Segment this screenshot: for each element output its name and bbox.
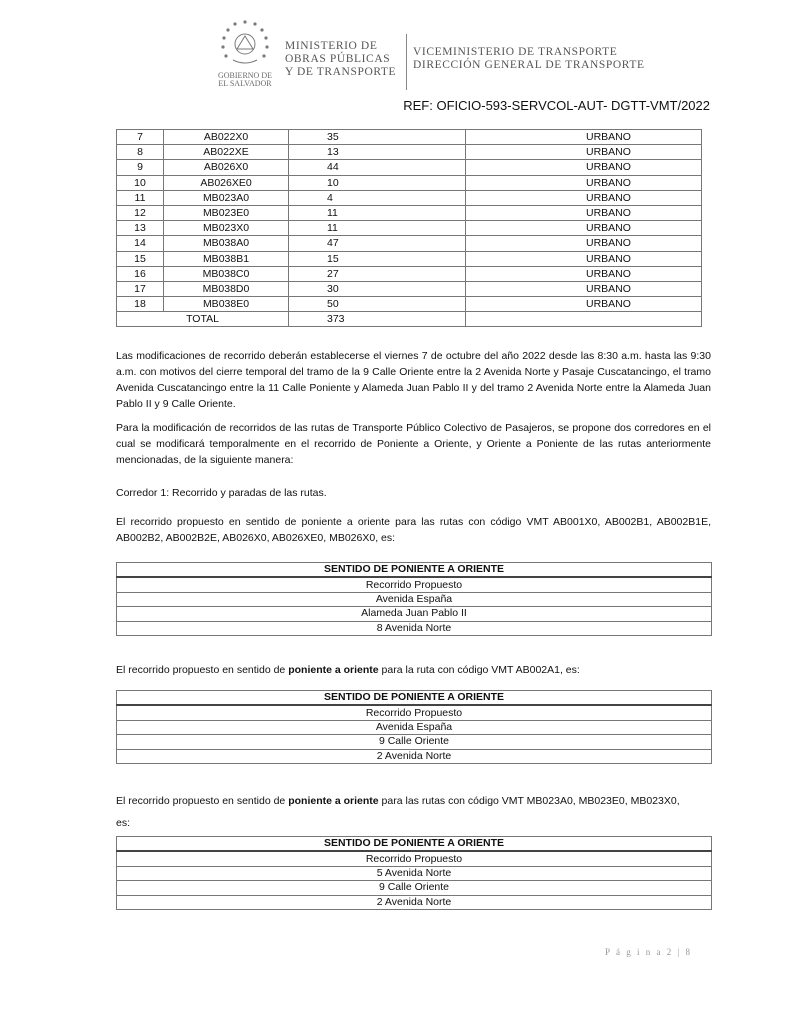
viceministry-name: VICEMINISTERIO DE TRANSPORTE DIRECCIÓN GENERAL DE TRANSPORTE [413, 46, 645, 71]
route-number: 15 [117, 251, 164, 266]
route-number: 17 [117, 281, 164, 296]
route-type: URBANO [466, 266, 702, 281]
letterhead [205, 14, 665, 94]
route-code: MB023X0 [164, 221, 289, 236]
ministry-name: MINISTERIO DE OBRAS PÚBLICAS Y DE TRANSPORTE [285, 40, 397, 78]
route-number: 11 [117, 190, 164, 205]
table-row [117, 205, 702, 220]
route-units: 44 [289, 160, 466, 175]
route-type: URBANO [466, 281, 702, 296]
route-table-2 [116, 690, 712, 764]
table-row [117, 130, 702, 145]
coat-of-arms-icon [215, 16, 275, 78]
route-number: 8 [117, 145, 164, 160]
route-cell: Avenida España [117, 720, 712, 734]
route-cell: Avenida España [117, 592, 712, 606]
route-units: 4 [289, 190, 466, 205]
table-row [117, 145, 702, 160]
route-units: 30 [289, 281, 466, 296]
route-cell: 8 Avenida Norte [117, 621, 712, 635]
route-cell: 9 Calle Oriente [117, 735, 712, 749]
route-type: URBANO [466, 221, 702, 236]
route-number: 14 [117, 236, 164, 251]
paragraph-schedule: Las modificaciones de recorrido deberán establecerse el viernes 7 de octubre del año 2022 desde las 8:30 a.m. hasta las 9:30 a.m. con motivos del cierre temporal del tramo de la 9 Calle Oriente entre la 2 Avenida Norte y Pasaje Cuscatancingo, el tramo Avenida Cuscatancingo entre la 11 Calle Poniente y Alameda Juan Pablo II y del tramo 2 Avenida Norte entre la Alameda Juan Pablo II y 9 Calle Oriente. [116, 350, 711, 410]
route-code: AB022XE [164, 145, 289, 160]
route-cell: Alameda Juan Pablo II [117, 607, 712, 621]
route-type: URBANO [466, 175, 702, 190]
route-type: URBANO [466, 236, 702, 251]
route-units: 11 [289, 205, 466, 220]
route-cell: 9 Calle Oriente [117, 881, 712, 895]
paragraph-route-list-2: El recorrido propuesto en sentido de poniente a oriente para la ruta con código VMT AB002A1, es: [116, 664, 580, 676]
route-cell: 5 Avenida Norte [117, 866, 712, 880]
route-cell: Recorrido Propuesto [117, 851, 712, 866]
route-units: 15 [289, 251, 466, 266]
total-label: TOTAL [117, 312, 289, 327]
route-code: AB022X0 [164, 130, 289, 145]
route-cell: Recorrido Propuesto [117, 577, 712, 592]
route-table-1 [116, 562, 712, 636]
route-cell: 2 Avenida Norte [117, 895, 712, 909]
route-code: MB038A0 [164, 236, 289, 251]
route-number: 7 [117, 130, 164, 145]
route-cell: Recorrido Propuesto [117, 705, 712, 720]
route-number: 16 [117, 266, 164, 281]
route-type: URBANO [466, 160, 702, 175]
route-units: 27 [289, 266, 466, 281]
route-number: 9 [117, 160, 164, 175]
paragraph-proposal: Para la modificación de recorridos de las rutas de Transporte Público Colectivo de Pasajeros, se propone dos corredores en el cual se modificará temporalmente en el recorrido de Poniente a Oriente, y Oriente a Poniente de las rutas anteriormente mencionadas, de la siguiente manera: [116, 422, 711, 466]
table-row [117, 297, 702, 312]
route-code: AB026XE0 [164, 175, 289, 190]
routes-table [116, 129, 702, 327]
table-row [117, 236, 702, 251]
table-row [117, 281, 702, 296]
route-number: 13 [117, 221, 164, 236]
route-table-header: SENTIDO DE PONIENTE A ORIENTE [117, 563, 712, 578]
table-row [117, 266, 702, 281]
route-type: URBANO [466, 205, 702, 220]
route-units: 11 [289, 221, 466, 236]
page-number: P á g i n a 2 | 8 [605, 947, 692, 957]
total-empty-cell [466, 312, 702, 327]
corridor-heading: Corredor 1: Recorrido y paradas de las rutas. [116, 487, 327, 499]
paragraph-route-list-1: El recorrido propuesto en sentido de poniente a oriente para las rutas con código VMT AB001X0, AB002B1, AB002B1E, AB002B2, AB002B2E, AB026X0, AB026XE0, MB026X0, es: [116, 516, 711, 544]
route-type: URBANO [466, 130, 702, 145]
route-units: 50 [289, 297, 466, 312]
route-code: AB026X0 [164, 160, 289, 175]
route-number: 18 [117, 297, 164, 312]
route-table-3 [116, 836, 712, 910]
route-units: 35 [289, 130, 466, 145]
total-row [117, 312, 702, 327]
route-code: MB038E0 [164, 297, 289, 312]
document-reference: REF: OFICIO-593-SERVCOL-AUT- DGTT-VMT/2022 [403, 98, 710, 113]
route-code: MB038B1 [164, 251, 289, 266]
route-type: URBANO [466, 251, 702, 266]
table-row [117, 160, 702, 175]
table-row [117, 251, 702, 266]
route-number: 12 [117, 205, 164, 220]
table-row [117, 175, 702, 190]
route-code: MB038D0 [164, 281, 289, 296]
route-units: 13 [289, 145, 466, 160]
government-label: GOBIERNO DE EL SALVADOR [218, 71, 272, 88]
route-type: URBANO [466, 297, 702, 312]
route-code: MB038C0 [164, 266, 289, 281]
route-type: URBANO [466, 190, 702, 205]
table-row [117, 190, 702, 205]
route-cell: 2 Avenida Norte [117, 749, 712, 763]
route-table-header: SENTIDO DE PONIENTE A ORIENTE [117, 691, 712, 706]
route-type: URBANO [466, 145, 702, 160]
total-value: 373 [289, 312, 466, 327]
table-row [117, 221, 702, 236]
paragraph-route-list-3: El recorrido propuesto en sentido de poniente a oriente para las rutas con código VMT MB023A0, MB023E0, MB023X0, es: [116, 795, 680, 829]
header-divider [406, 34, 407, 90]
route-units: 47 [289, 236, 466, 251]
route-code: MB023E0 [164, 205, 289, 220]
route-units: 10 [289, 175, 466, 190]
route-code: MB023A0 [164, 190, 289, 205]
route-table-header: SENTIDO DE PONIENTE A ORIENTE [117, 837, 712, 852]
route-number: 10 [117, 175, 164, 190]
